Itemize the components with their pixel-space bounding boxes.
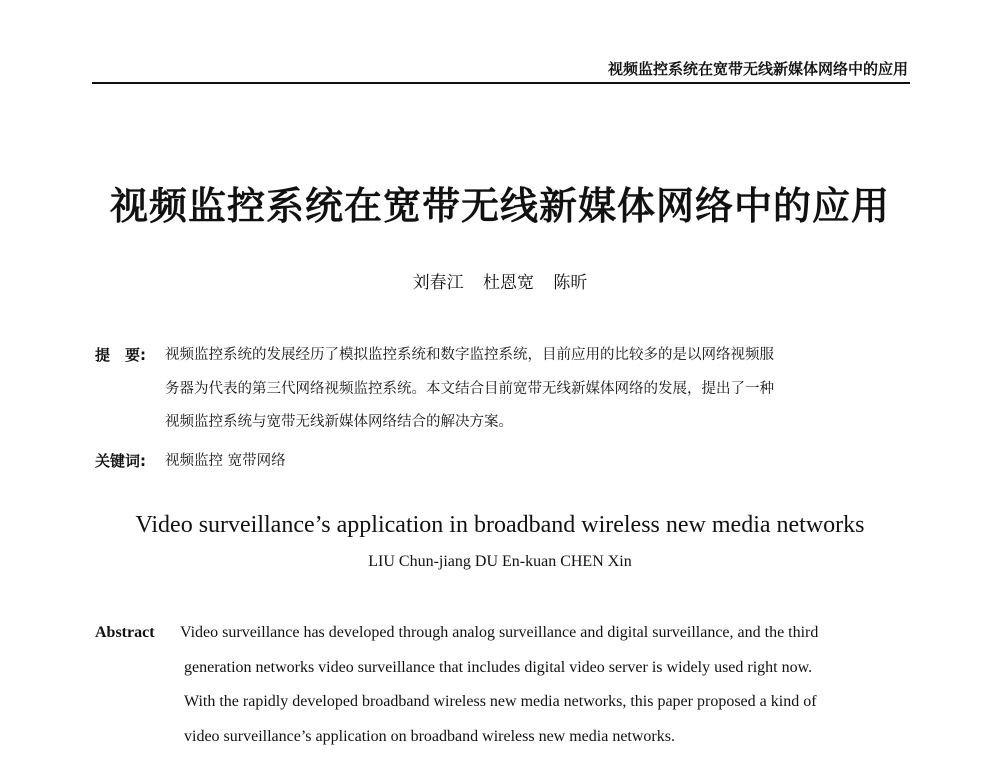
abstract-en-line: With the rapidly developed broadband wireless new media networks, this paper proposed a kind of bbox=[184, 693, 817, 710]
abstract-en-line: video surveillance’s application on broadband wireless new media networks. bbox=[184, 728, 675, 745]
authors: 刘春江 杜恩宽 陈昕 bbox=[412, 273, 588, 293]
abstract-en-line: Video surveillance has developed through analog surveillance and digital surveillance, and the third bbox=[180, 624, 819, 641]
abstract-zh-line: 务器为代表的第三代网络视频监控系统。本文结合目前宽带无线新媒体网络的发展，提出了一种 bbox=[165, 381, 774, 397]
keywords: 视频监控 宽带网络 bbox=[165, 453, 286, 469]
keywords-label: 关键词: bbox=[95, 452, 146, 470]
abstract-zh-label: 提 要: bbox=[95, 346, 146, 364]
header-rule bbox=[92, 82, 910, 84]
running-header: 视频监控系统在宽带无线新媒体网络中的应用 bbox=[607, 60, 908, 78]
english-authors: LIU Chun-jiang DU En-kuan CHEN Xin bbox=[368, 553, 632, 570]
abstract-en-line: generation networks video surveillance that includes digital video server is widely used right now. bbox=[184, 659, 813, 676]
english-title: Video surveillance’s application in broadband wireless new media networks bbox=[135, 512, 865, 538]
abstract-zh-line: 视频监控系统与宽带无线新媒体网络结合的解决方案。 bbox=[165, 414, 513, 430]
abstract-en-label: Abstract bbox=[95, 624, 155, 641]
abstract-zh-line: 视频监控系统的发展经历了模拟监控系统和数字监控系统，目前应用的比较多的是以网络视频服 bbox=[165, 347, 774, 363]
paper-title: 视频监控系统在宽带无线新媒体网络中的应用 bbox=[109, 183, 890, 228]
